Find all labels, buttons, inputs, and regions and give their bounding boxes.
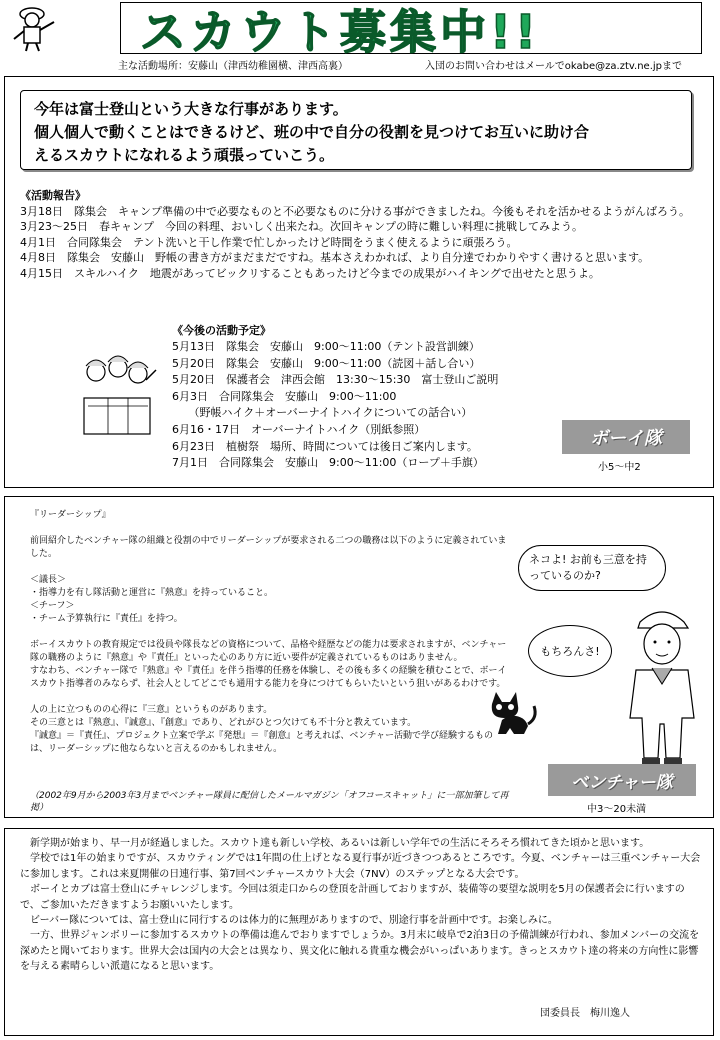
- page-title: スカウト募集中!!: [140, 5, 540, 59]
- venture-scout-icon: [622, 598, 704, 768]
- plan-list: [172, 339, 498, 472]
- plan-item: 6月23日 植樹祭 場所、時間については後日ご案内します。: [172, 439, 478, 453]
- article-paragraph: 人の上に立つものの心得に『三意』というものがあります。 その三意とは『熱意』、『誠意』、『創意』であり、どれがひとつ欠けても不十分と教えています。 『誠意』＝『責任』、プロジェクト立案で学ぶ『発想』＝『創意』と考えれば、ベンチャー活動で学び経験するものは、リーダーシップに他ならないと言えるのかもしれません。: [30, 705, 494, 754]
- scout-mascot-icon: [6, 4, 62, 52]
- article-heading: 『リーダーシップ』: [30, 510, 111, 520]
- report-item: 3月18日 隊集会 キャンプ準備の中で必要なものと不必要なものに分ける事ができましたね。今後もそれを活かせるようがんばろう。: [20, 204, 690, 218]
- venture-grades: 中3～20未満: [587, 804, 647, 815]
- boy-troop-badge: ボーイ隊: [562, 420, 690, 454]
- leadership-article: [30, 509, 510, 769]
- activity-report: [20, 188, 710, 281]
- intro-text: 今年は富士登山という大きな行事があります。 個人個人で動くことはできるけど、班の中で自分の役割を見つけてお互いに助け合 えるスカウトになれるよう頑張っていこう。: [34, 100, 590, 164]
- chairman-message: [20, 836, 704, 975]
- report-item: 4月8日 隊集会 安藤山 野帳の書き方がまだまだですね。基本さえわかれば、より自分達でわかりやすく書けると思います。: [20, 251, 650, 264]
- plan-item: 6月16・17日 オーバーナイトハイク（別紙参照）: [172, 422, 426, 436]
- article-paragraph: ボーイスカウトの教育規定では役員や隊長などの資格について、品格や経歴などの能力は要求されますが、ベンチャー隊の職務のように『熱意』や『責任』といった心のあり方に近い要件が定義されているものはありません。 すなわち、ベンチャー隊で『熱意』や『責任』を伴う指導的任務を体験し、その後も多くの経験を積むことで、ボーイスカウト指導者のみならず、社会人としてどこでも通用する能力を身につけてもらいたいという狙いがあるわけです。: [30, 640, 507, 689]
- report-item: 4月1日 合同隊集会 テント洗いと干し作業で忙しかったけど時間をうまく使えるように頑張ろう。: [20, 235, 518, 249]
- message-paragraph: ボーイとカブは富士登山にチャレンジします。今回は須走口からの登頂を計画しておりますが、装備等の要望な説明を5月の保護者会に行いますので、ご参加いただきますようお願いいたします。: [20, 884, 685, 911]
- plan-item: 5月13日 隊集会 安藤山 9:00～11:00（テント設営訓練）: [172, 340, 480, 353]
- article-note: （2002年9月から2003年3月までベンチャー隊員に配信したメールマガジン「オフコースキャット」に一部加筆して再掲）: [30, 791, 509, 813]
- plan-item: （野帳ハイク＋オーバーナイトハイクについての話合い）: [172, 406, 473, 420]
- report-item: 3月23～25日 春キャンプ 今回の料理、おいしく出来たね。次回キャンプの時に難しい料理に挑戦してみよう。: [20, 220, 583, 233]
- message-paragraph: 新学期が始まり、早一月が経過しました。スカウト達も新しい学校、あるいは新しい学年での生活にそろそろ慣れてきた頃かと思います。: [20, 838, 650, 849]
- speech-bubble-answer: もちろんさ!: [528, 625, 612, 677]
- report-heading: 《活動報告》: [20, 189, 86, 202]
- boy-grades: 小5～中2: [598, 462, 641, 473]
- article-paragraph: 前回紹介したベンチャー隊の組織と役割の中でリーダーシップが要求される二つの職務は以下のように定義されていました。: [30, 536, 507, 559]
- speech-bubble-question: ネコよ! お前も三意を持っているのか?: [518, 545, 666, 591]
- message-paragraph: 一方、世界ジャンボリーに参加するスカウトの準備は進んでおりますでしょうか。3月末に岐阜で2泊3日の予備訓練が行われ、参加メンバーの交流を深めたと聞いております。世界大会は国内の大会とは異なり、異文化に触れる貴重な機会がいっぱいあります。きっとスカウト達の将来の方向性に影響を与える素晴らしい派遣になると思います。: [20, 930, 700, 973]
- plan-heading: 《今後の活動予定》: [172, 324, 271, 337]
- plan-item: 5月20日 保護者会 津西会館 13:30～15:30 富士登山ご説明: [172, 373, 499, 387]
- article-paragraph: ＜議長＞ ・指導力を有し隊活動と運営に『熱意』を持っていること。 ＜チーフ＞ ・チーム予算執行に『責任』を持つ。: [30, 575, 274, 624]
- message-paragraph: ビーバー隊については、富士登山に同行するのは体力的に無理がありますので、別途行事を計画中です。お楽しみに。: [20, 915, 558, 927]
- venture-troop-badge: ベンチャー隊: [548, 764, 696, 796]
- report-item: 4月15日 スキルハイク 地震があってビックリすることもあったけど今までの成果がハイキングで出せたと思うよ。: [20, 266, 600, 280]
- contact-info: 入団のお問い合わせはメールでokabe@za.ztv.ne.jpまで: [425, 61, 683, 72]
- cat-icon: [484, 688, 542, 738]
- plan-item: 5月20日 隊集会 安藤山 9:00～11:00（読図＋話し合い）: [172, 356, 481, 370]
- plan-item: 7月1日 合同隊集会 安藤山 9:00～11:00（ロープ＋手旗）: [172, 456, 484, 470]
- signature: 団委員長 梅川逸人: [540, 1008, 630, 1019]
- plan-item: 6月3日 合同隊集会 安藤山 9:00～11:00: [172, 389, 397, 403]
- message-paragraph: 学校では1年の始まりですが、スカウティングでは1年間の仕上げとなる夏行事が近づきつつあるところです。今夏、ベンチャーは三重ベンチャー大会に参加します。これは来夏開催の日連行事、第7回ベンチャースカウト大会（7NV）のステップとなる大会です。: [20, 853, 701, 880]
- activity-location: 主な活動場所：安藤山（津西幼稚園横、津西高裏）: [118, 61, 348, 72]
- scouts-with-map-icon: [78, 350, 158, 440]
